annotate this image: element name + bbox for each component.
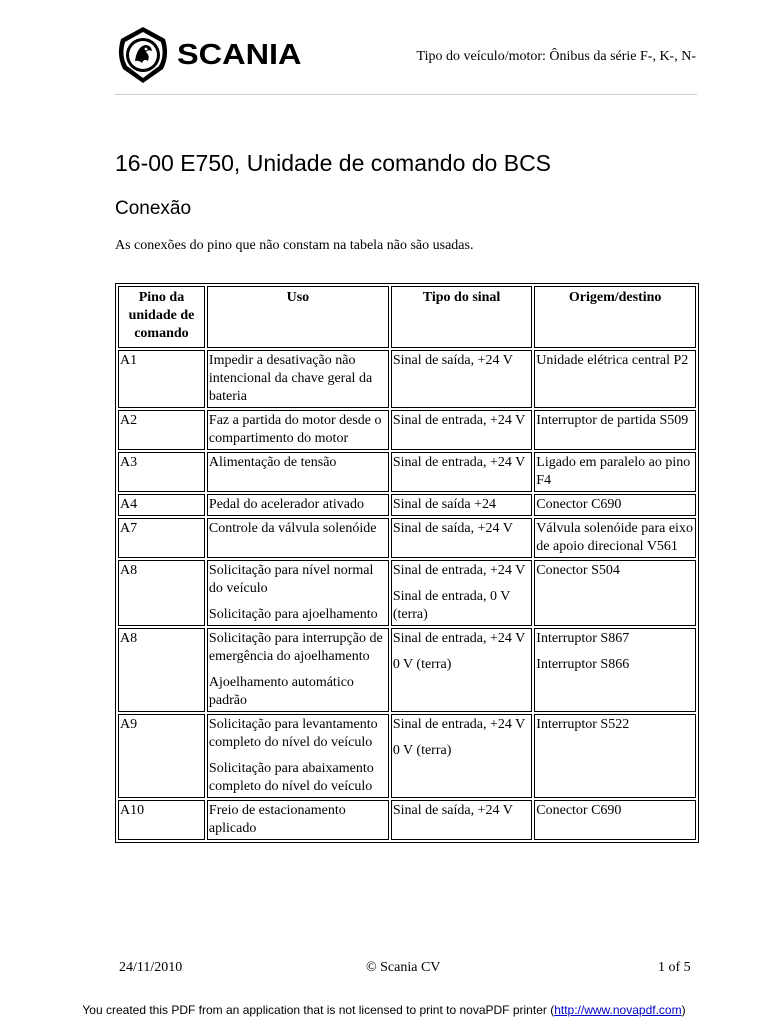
cell-pin: A9: [118, 714, 205, 798]
cell-uso: [207, 714, 389, 798]
table-row: [118, 518, 696, 558]
cell-sinal: [391, 800, 532, 840]
cell-pin: A3: [118, 452, 205, 492]
scania-logo: [115, 25, 302, 85]
footer-page-number: 1 of 5: [658, 960, 691, 975]
cell-uso: [207, 494, 389, 516]
cell-uso-text: Solicitação para levantamento completo do nível do veículo: [208, 717, 378, 750]
cell-sinal: [391, 628, 532, 712]
page-title: 16-00 E750, Unidade de comando do BCS: [115, 150, 552, 176]
cell-destino: [534, 350, 696, 408]
header-divider: [115, 94, 697, 95]
cell-destino-text: Válvula solenóide para eixo de apoio direcional V561: [536, 521, 693, 554]
cell-uso: [207, 518, 389, 558]
cell-destino-text: Ligado em paralelo ao pino F4: [536, 455, 691, 488]
page-header: [0, 0, 768, 96]
cell-sinal-text: Sinal de saída, +24 V: [392, 803, 513, 818]
cell-pin: A10: [118, 800, 205, 840]
cell-uso-text: Freio de estacionamento aplicado: [208, 803, 346, 836]
cell-sinal-text: Sinal de saída, +24 V: [392, 353, 513, 368]
cell-destino: [534, 628, 696, 712]
cell-destino-text: Conector C690: [536, 803, 622, 818]
connection-table: [115, 283, 699, 843]
griffin-emblem-icon: [115, 25, 171, 85]
cell-sinal: [391, 494, 532, 516]
cell-uso: [207, 628, 389, 712]
cell-sinal-text: Sinal de entrada, +24 V: [392, 455, 526, 470]
vehicle-type: Tipo do veículo/motor: Ônibus da série F-, K-, N-: [416, 49, 696, 64]
cell-pin: A8: [118, 560, 205, 626]
cell-destino-text: Interruptor S867: [536, 631, 630, 646]
cell-pin: A1: [118, 350, 205, 408]
cell-pin: A4: [118, 494, 205, 516]
cell-uso-text: Solicitação para abaixamento completo do nível do veículo: [208, 761, 374, 794]
cell-destino-text: Interruptor S866: [536, 657, 630, 672]
cell-destino-text: Interruptor S522: [536, 717, 630, 732]
cell-destino: [534, 518, 696, 558]
cell-sinal-text: Sinal de entrada, +24 V: [392, 631, 526, 646]
cell-pin: A2: [118, 410, 205, 450]
cell-uso-text: Ajoelhamento automático padrão: [208, 675, 354, 708]
cell-sinal: [391, 350, 532, 408]
cell-uso-text: Pedal do acelerador ativado: [208, 497, 364, 512]
table-row: [118, 800, 696, 840]
table-header-row: [118, 286, 696, 348]
cell-uso: [207, 350, 389, 408]
cell-sinal-text: 0 V (terra): [392, 657, 452, 672]
intro-text: As conexões do pino que não constam na tabela não são usadas.: [115, 238, 474, 253]
cell-sinal-text: Sinal de saída, +24 V: [392, 521, 513, 536]
cell-sinal-text: Sinal de saída +24: [392, 497, 496, 512]
table-body: [118, 350, 696, 840]
table-row: [118, 452, 696, 492]
cell-sinal: [391, 518, 532, 558]
cell-sinal: [391, 452, 532, 492]
cell-uso: [207, 560, 389, 626]
cell-destino-text: Conector S504: [536, 563, 620, 578]
column-header-pin: Pino da unidade de comando: [118, 286, 205, 348]
cell-sinal: [391, 560, 532, 626]
column-header-destino: Origem/destino: [534, 286, 696, 348]
table-row: [118, 560, 696, 626]
cell-uso-text: Solicitação para nível normal do veículo: [208, 563, 374, 596]
column-header-uso: Uso: [207, 286, 389, 348]
cell-sinal-text: 0 V (terra): [392, 743, 452, 758]
table-row: [118, 714, 696, 798]
cell-pin: A7: [118, 518, 205, 558]
cell-uso-text: Solicitação para interrupção de emergência do ajoelhamento: [208, 631, 383, 664]
cell-uso: [207, 452, 389, 492]
cell-sinal-text: Sinal de entrada, +24 V: [392, 717, 526, 732]
cell-uso: [207, 800, 389, 840]
cell-uso-text: Controle da válvula solenóide: [208, 521, 377, 536]
table-row: [118, 350, 696, 408]
cell-uso-text: Alimentação de tensão: [208, 455, 337, 470]
section-heading: Conexão: [115, 198, 192, 219]
cell-destino: [534, 494, 696, 516]
table-row: [118, 410, 696, 450]
cell-uso-text: Faz a partida do motor desde o compartimento do motor: [208, 413, 382, 446]
cell-destino-text: Interruptor de partida S509: [536, 413, 689, 428]
cell-sinal: [391, 714, 532, 798]
cell-pin: A8: [118, 628, 205, 712]
table-row: [118, 494, 696, 516]
novapdf-link[interactable]: http://www.novapdf.com: [554, 1003, 682, 1017]
cell-sinal-text: Sinal de entrada, +24 V: [392, 563, 526, 578]
column-header-sinal: Tipo do sinal: [391, 286, 532, 348]
cell-uso: [207, 410, 389, 450]
cell-sinal: [391, 410, 532, 450]
cell-destino-text: Unidade elétrica central P2: [536, 353, 689, 368]
novapdf-notice: [0, 1003, 768, 1017]
cell-destino: [534, 410, 696, 450]
novapdf-text: You created this PDF from an application that is not licensed to print to novaPDF printer (: [82, 1003, 555, 1017]
cell-uso-text: Solicitação para ajoelhamento: [208, 607, 378, 622]
cell-destino: [534, 800, 696, 840]
cell-uso-text: Impedir a desativação não intencional da chave geral da bateria: [208, 353, 373, 404]
brand-wordmark: SCANIA: [177, 38, 302, 71]
novapdf-text-end: ): [681, 1003, 686, 1017]
table-row: [118, 628, 696, 712]
footer-copyright: © Scania CV: [366, 960, 441, 975]
cell-destino: [534, 560, 696, 626]
cell-destino-text: Conector C690: [536, 497, 622, 512]
cell-sinal-text: Sinal de entrada, 0 V (terra): [392, 589, 511, 622]
cell-destino: [534, 452, 696, 492]
cell-destino: [534, 714, 696, 798]
footer-date: 24/11/2010: [119, 960, 183, 975]
cell-sinal-text: Sinal de entrada, +24 V: [392, 413, 526, 428]
